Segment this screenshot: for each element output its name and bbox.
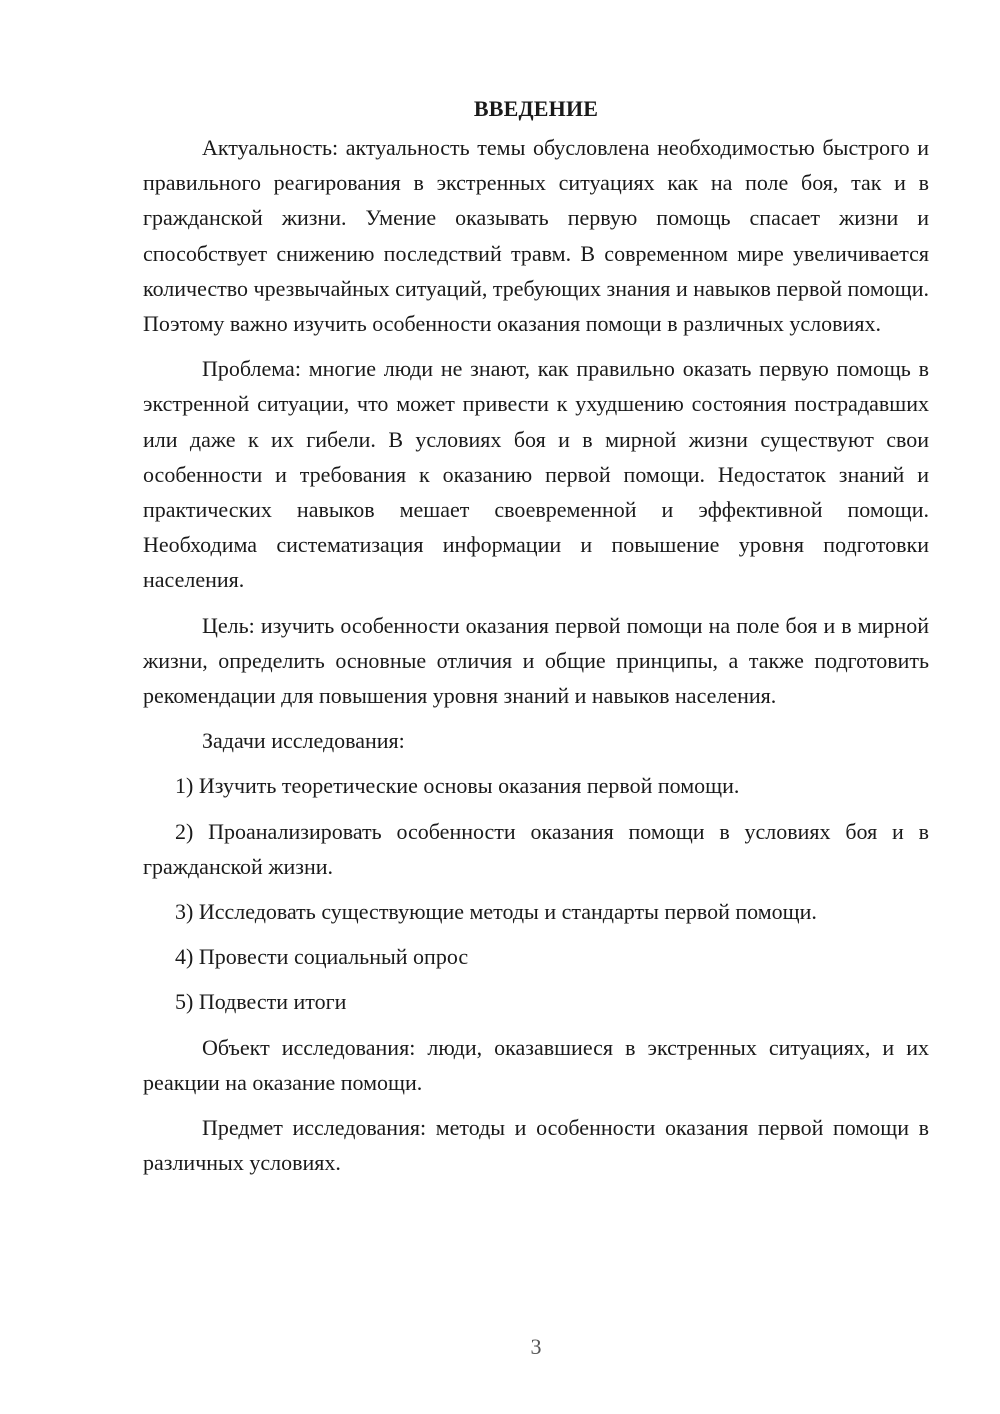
relevance-paragraph: Актуальность: актуальность темы обусловлена необходимостью быстрого и правильного реагирования в экстренных ситуациях как на поле боя, так и в гражданской жизни. Умение оказывать первую помощь спасает жизни и способствует снижению последствий травм. В современном мире увеличивается количество чрезвычайных ситуаций, требующих знания и навыков первой помощи. Поэтому важно изучить особенности оказания помощи в различных условиях. <box>143 135 929 337</box>
page-title: ВВЕДЕНИЕ <box>473 96 599 121</box>
task-item-1: 1) Изучить теоретические основы оказания первой помощи. <box>175 773 740 799</box>
tasks-heading: Задачи исследования: <box>202 728 405 754</box>
task-item-5: 5) Подвести итоги <box>175 989 347 1015</box>
object-paragraph: Объект исследования: люди, оказавшиеся в экстренных ситуациях, и их реакции на оказание помощи. <box>143 1034 929 1095</box>
task-item-4: 4) Провести социальный опрос <box>175 944 469 970</box>
task-item-2: 2) Проанализировать особенности оказания помощи в условиях боя и в гражданской жизни. <box>143 818 929 879</box>
page-content <box>143 92 929 1190</box>
task-item-3: 3) Исследовать существующие методы и стандарты первой помощи. <box>175 899 817 925</box>
goal-paragraph: Цель: изучить особенности оказания первой помощи на поле боя и в мирной жизни, определить основные отличия и общие принципы, а также подготовить рекомендации для повышения уровня знаний и навыков населения. <box>143 612 929 709</box>
subject-paragraph: Предмет исследования: методы и особенности оказания первой помощи в различных условиях. <box>143 1115 929 1176</box>
problem-paragraph: Проблема: многие люди не знают, как правильно оказать первую помощь в экстренной ситуации, что может привести к ухудшению состояния пострадавших или даже к их гибели. В условиях боя и в мирной жизни существуют свои особенности и требования к оказанию первой помощи. Недостаток знаний и практических навыков мешает своевременной и эффективной помощи. Необходима систематизация информации и повышение уровня подготовки населения. <box>143 356 929 593</box>
page-number: 3 <box>530 1334 542 1359</box>
